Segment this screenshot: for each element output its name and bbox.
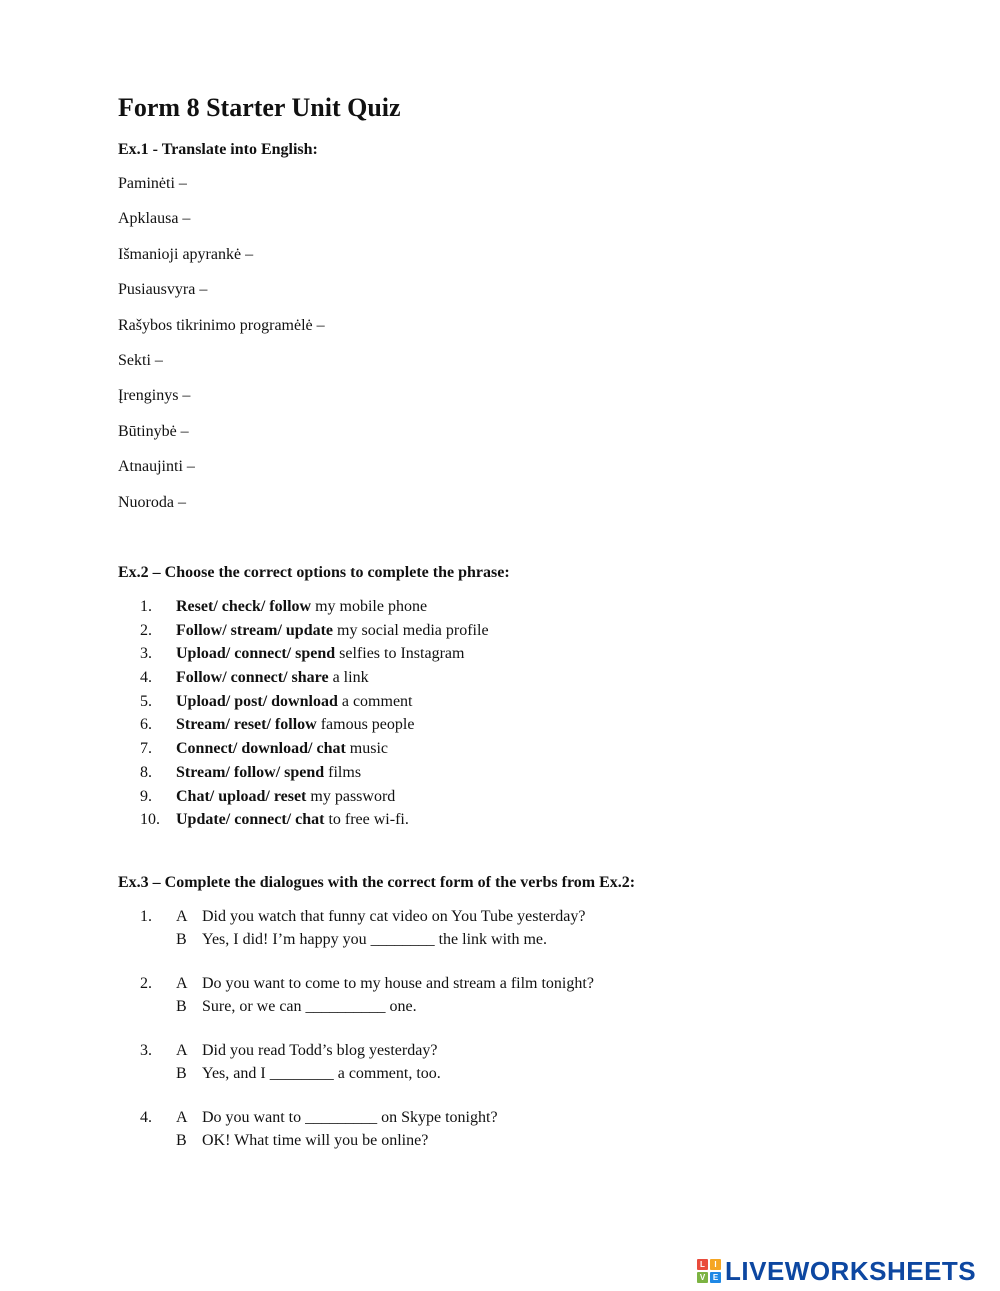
options-text: Update/ connect/ chat <box>176 811 325 829</box>
ex2-item <box>140 715 489 739</box>
item-number: 9. <box>140 787 152 805</box>
speaker-label: A <box>176 1109 188 1126</box>
phrase-text: famous people <box>316 716 415 734</box>
item-number: 4. <box>140 669 152 687</box>
dialogue-line-b <box>140 996 594 1019</box>
dialogue-text: OK! What time will you be online? <box>202 1131 429 1149</box>
ex1-item: Apklausa – <box>118 210 191 228</box>
phrase-text: my password <box>306 787 396 805</box>
ex2-item <box>140 668 489 692</box>
phrase-text: music <box>345 740 389 758</box>
ex2-item <box>140 763 489 787</box>
logo-icon <box>697 1259 721 1283</box>
ex1-item: Įrenginys – <box>118 387 191 405</box>
item-number: 3. <box>140 645 152 663</box>
item-number: 3. <box>140 1042 152 1059</box>
speaker-label: B <box>176 1131 187 1149</box>
item-number: 2. <box>140 975 152 992</box>
phrase-text: films <box>324 763 362 781</box>
dialogue-item <box>140 906 594 973</box>
dialogue-line-b <box>140 929 594 952</box>
item-number: 10. <box>140 811 160 829</box>
logo-block: I <box>710 1259 721 1270</box>
item-number: 1. <box>140 908 152 925</box>
logo-block: V <box>697 1272 708 1283</box>
dialogue-line-b <box>140 1130 594 1153</box>
phrase-text: a link <box>328 669 369 687</box>
speaker-label: B <box>176 930 187 948</box>
options-text: Upload/ post/ download <box>176 692 338 710</box>
ex1-item: Paminėti – <box>118 175 187 192</box>
item-number: 4. <box>140 1109 152 1126</box>
ex1-item: Būtinybė – <box>118 422 189 440</box>
liveworksheets-logo <box>697 1257 976 1285</box>
dialogue-line-a <box>140 1040 594 1063</box>
ex2-item <box>140 739 489 763</box>
phrase-text: selfies to Instagram <box>335 645 465 663</box>
dialogue-line-b <box>140 1063 594 1086</box>
ex2-item <box>140 810 489 834</box>
item-number: 6. <box>140 716 152 734</box>
ex1-item: Pusiausvyra – <box>118 281 208 299</box>
dialogue-text: Sure, or we can __________ one. <box>202 997 417 1015</box>
speaker-label: B <box>176 1064 187 1082</box>
phrase-text: a comment <box>337 692 413 710</box>
dialogue-text: Do you want to come to my house and stream a film tonight? <box>202 975 594 992</box>
item-number: 1. <box>140 598 152 615</box>
ex1-item: Atnaujinti – <box>118 458 195 476</box>
options-text: Chat/ upload/ reset <box>176 787 307 805</box>
dialogue-line-a <box>140 906 594 929</box>
ex3-heading: Ex.3 – Complete the dialogues with the correct form of the verbs from Ex.2: <box>118 874 636 891</box>
phrase-text: to free wi-fi. <box>324 811 409 829</box>
options-text: Upload/ connect/ spend <box>176 645 336 663</box>
ex2-item <box>140 597 489 621</box>
phrase-text: my mobile phone <box>311 598 428 615</box>
ex1-heading: Ex.1 - Translate into English: <box>118 141 318 158</box>
ex1-list <box>118 174 325 528</box>
item-number: 2. <box>140 621 152 639</box>
dialogue-text: Do you want to _________ on Skype tonight? <box>202 1109 498 1126</box>
dialogue-item <box>140 973 594 1040</box>
item-number: 7. <box>140 740 152 758</box>
dialogue-text: Did you watch that funny cat video on You Tube yesterday? <box>202 908 586 925</box>
page-title: Form 8 Starter Unit Quiz <box>118 93 401 122</box>
dialogue-item <box>140 1040 594 1107</box>
speaker-label: B <box>176 997 187 1015</box>
ex2-item <box>140 787 489 811</box>
item-number: 5. <box>140 692 152 710</box>
options-text: Stream/ reset/ follow <box>176 716 317 734</box>
logo-block: E <box>710 1272 721 1283</box>
phrase-text: my social media profile <box>333 621 489 639</box>
options-text: Connect/ download/ chat <box>176 740 346 758</box>
ex2-item <box>140 644 489 668</box>
dialogue-text: Yes, and I ________ a comment, too. <box>202 1064 441 1082</box>
dialogue-text: Yes, I did! I’m happy you ________ the link with me. <box>202 930 548 948</box>
ex2-list <box>140 597 489 834</box>
speaker-label: A <box>176 908 188 925</box>
logo-text: LIVEWORKSHEETS <box>725 1256 977 1286</box>
dialogue-item <box>140 1107 594 1174</box>
ex1-item: Išmanioji apyrankė – <box>118 245 254 263</box>
dialogue-text: Did you read Todd’s blog yesterday? <box>202 1042 438 1059</box>
options-text: Reset/ check/ follow <box>176 598 312 615</box>
ex3-list <box>140 906 594 1174</box>
item-number: 8. <box>140 763 152 781</box>
speaker-label: A <box>176 975 188 992</box>
speaker-label: A <box>176 1042 188 1059</box>
ex1-item: Rašybos tikrinimo programėlė – <box>118 316 325 334</box>
ex1-item: Sekti – <box>118 351 163 369</box>
ex2-heading: Ex.2 – Choose the correct options to complete the phrase: <box>118 564 510 581</box>
options-text: Follow/ connect/ share <box>176 669 329 687</box>
ex1-item: Nuoroda – <box>118 493 186 511</box>
options-text: Stream/ follow/ spend <box>176 763 325 781</box>
logo-block: L <box>697 1259 708 1270</box>
options-text: Follow/ stream/ update <box>176 621 334 639</box>
ex2-item <box>140 692 489 716</box>
dialogue-line-a <box>140 1107 594 1130</box>
dialogue-line-a <box>140 973 594 996</box>
ex2-item <box>140 621 489 645</box>
